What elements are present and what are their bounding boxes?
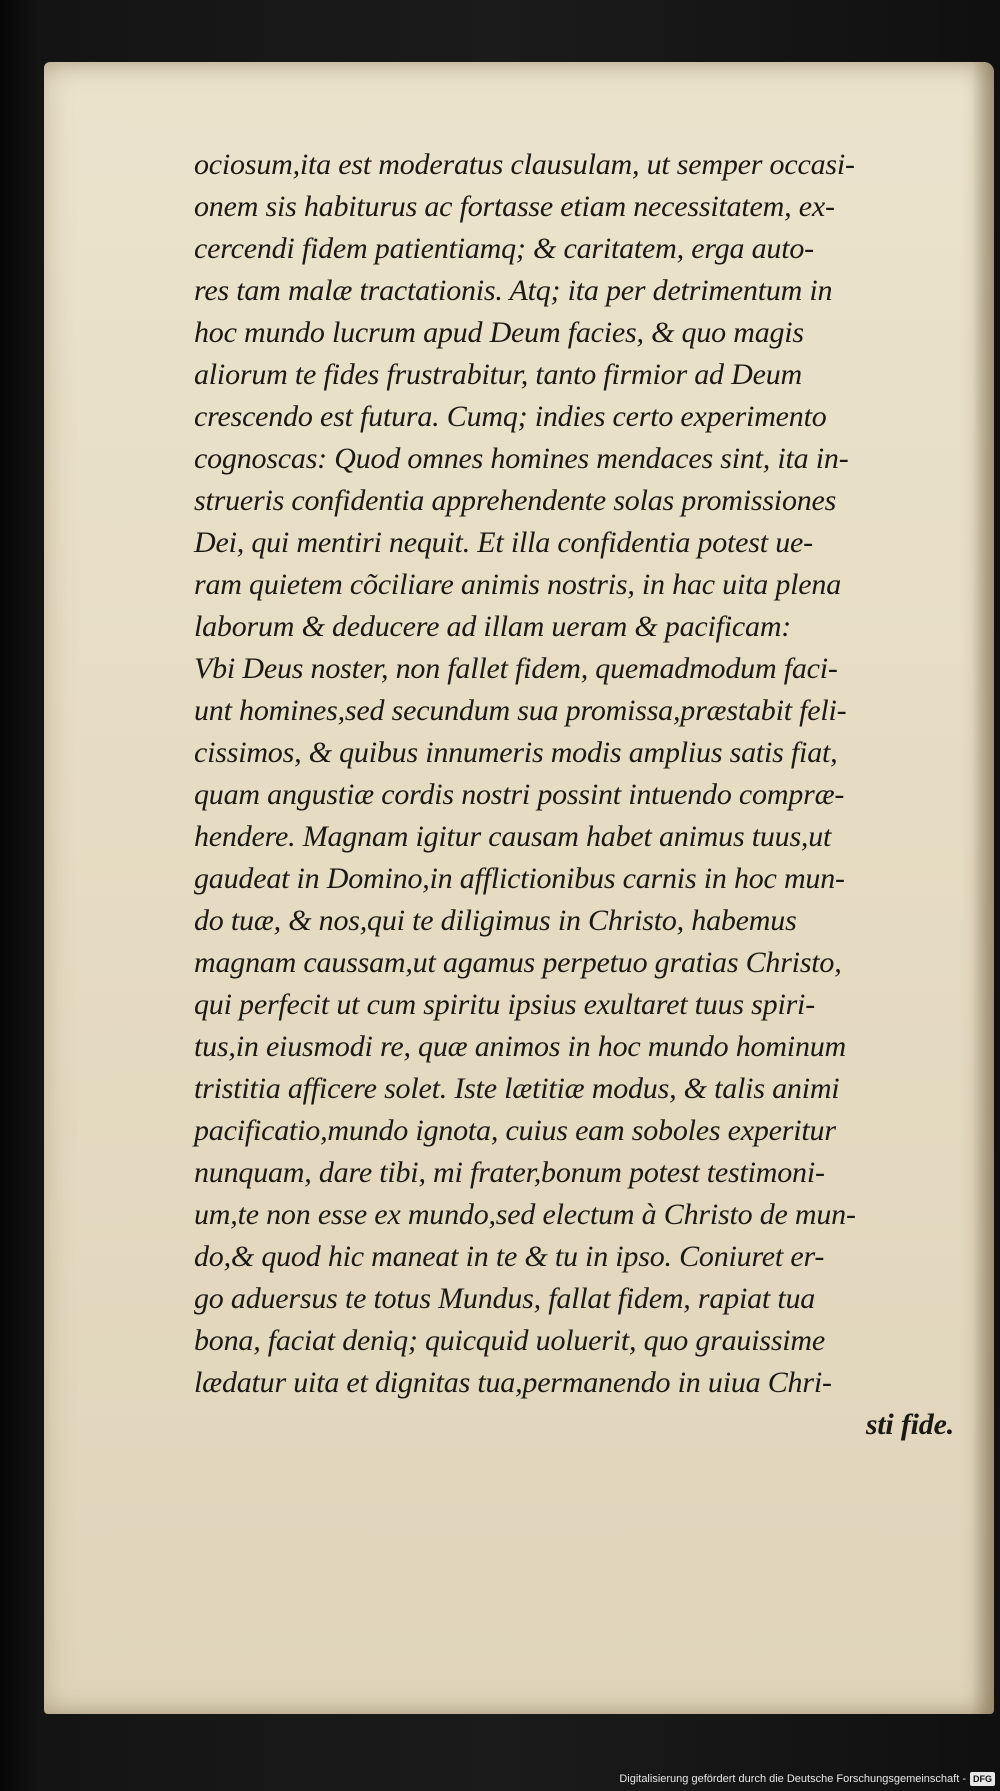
text-line: strueris confidentia apprehendente solas promissiones <box>194 484 837 517</box>
text-line: crescendo est futura. Cumq; indies certo experimento <box>194 400 827 433</box>
text-line: um,te non esse ex mundo,sed electum à Christo de mun- <box>194 1198 856 1231</box>
catchword: sti fide. <box>865 1408 954 1441</box>
text-line: Dei, qui mentiri nequit. Et illa confidentia potest ue- <box>194 526 813 559</box>
text-line: nunquam, dare tibi, mi frater,bonum potest testimoni- <box>194 1156 825 1189</box>
text-line: laborum & deducere ad illam ueram & pacificam: <box>194 610 792 643</box>
text-line: magnam caussam,ut agamus perpetuo gratias Christo, <box>194 946 842 979</box>
text-line: cissimos, & quibus innumeris modis amplius satis fiat, <box>194 736 838 769</box>
text-line: quam angustiæ cordis nostri possint intuendo compræ- <box>194 778 845 811</box>
text-line: unt homines,sed secundum sua promissa,præstabit feli- <box>194 694 847 727</box>
page-edge-shadow <box>972 62 994 1714</box>
text-line: go aduersus te totus Mundus, fallat fidem, rapiat tua <box>194 1282 816 1315</box>
digitization-credit <box>580 1771 995 1787</box>
text-line: aliorum te fides frustrabitur, tanto firmior ad Deum <box>194 358 802 391</box>
text-line: pacificatio,mundo ignota, cuius eam soboles experitur <box>194 1114 836 1147</box>
text-line: ram quietem cõciliare animis nostris, in hac uita plena <box>194 568 841 601</box>
text-line: Vbi Deus noster, non fallet fidem, quemadmodum faci- <box>194 652 838 685</box>
text-line: cercendi fidem patientiamq; & caritatem, erga auto- <box>194 232 814 265</box>
text-line: gaudeat in Domino,in afflictionibus carnis in hoc mun- <box>194 862 845 895</box>
text-line: bona, faciat deniq; quicquid uoluerit, quo grauissime <box>194 1324 826 1357</box>
text-line: cognoscas: Quod omnes homines mendaces sint, ita in- <box>194 442 849 475</box>
text-line: res tam malæ tractationis. Atq; ita per detrimentum in <box>194 274 833 307</box>
dfg-logo-icon: DFG <box>970 1772 995 1786</box>
credit-text: Digitalisierung gefördert durch die Deutsche Forschungsgemeinschaft - <box>619 1773 966 1785</box>
text-line: tristitia afficere solet. Iste lætitiæ modus, & talis animi <box>194 1072 840 1105</box>
text-line: qui perfecit ut cum spiritu ipsius exultaret tuus spiri- <box>194 988 815 1021</box>
text-line: onem sis habiturus ac fortasse etiam necessitatem, ex- <box>194 190 835 223</box>
text-line: tus,in eiusmodi re, quæ animos in hoc mundo hominum <box>194 1030 847 1063</box>
text-line: hoc mundo lucrum apud Deum facies, & quo magis <box>194 316 804 349</box>
text-line: lædatur uita et dignitas tua,permanendo in uiua Chri- <box>194 1366 832 1399</box>
text-line: ociosum,ita est moderatus clausulam, ut semper occasi- <box>194 148 855 181</box>
text-line: hendere. Magnam igitur causam habet animus tuus,ut <box>194 820 832 853</box>
text-line: do,& quod hic maneat in te & tu in ipso. Coniuret er- <box>194 1240 825 1273</box>
body-text <box>194 144 954 1446</box>
text-line: do tuæ, & nos,qui te diligimus in Christo, habemus <box>194 904 797 937</box>
book-page <box>44 62 994 1714</box>
